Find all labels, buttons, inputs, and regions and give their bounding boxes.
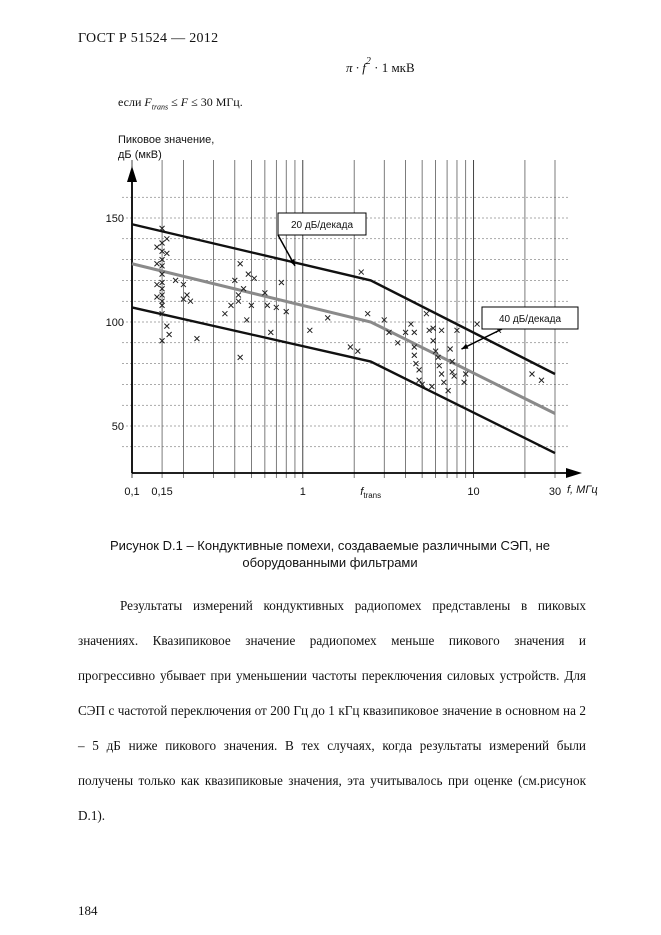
formula-prefix: π · f xyxy=(346,60,366,75)
scatter-point xyxy=(539,378,544,383)
scatter-point xyxy=(164,251,169,256)
scatter-point xyxy=(167,332,172,337)
scatter-point xyxy=(194,336,199,341)
scatter-point xyxy=(412,353,417,358)
scatter-point xyxy=(325,315,330,320)
scatter-point xyxy=(236,292,241,297)
scatter-point xyxy=(475,322,480,327)
scatter-point xyxy=(348,344,353,349)
x-tick-label: 0,1 xyxy=(124,486,140,498)
scatter-point xyxy=(412,330,417,335)
y-tick-label: 100 xyxy=(105,317,124,329)
scatter-point xyxy=(238,261,243,266)
x-tick-label: $f_{trans}$ xyxy=(360,486,382,500)
scatter-point xyxy=(437,363,442,368)
chart-y-axis-label: Пиковое значение, дБ (мкВ) xyxy=(118,134,215,161)
condition-post: ≤ 30 МГц. xyxy=(188,95,243,109)
body-paragraph: Результаты измерений кондуктивных радиопомех представлены в пиковых значениях. Квазипиковое значение радиопомех меньше пикового значения и прогрессивно убывает при уменьшении частоты переключения силовых устройств. Для СЭП с частотой переключения от 200 Гц до 1 кГц квазипиковое значение в основном на 2 – 5 дБ ниже пикового значения. В тех случаях, когда результаты измерений были получены только как квазипиковые значения, эта учитывалось при оценке (см.рисунок D.1). xyxy=(78,598,586,823)
scatter-point xyxy=(164,236,169,241)
formula-suffix: · 1 мкВ xyxy=(370,60,415,75)
scatter-point xyxy=(222,311,227,316)
annotation-label: 20 дБ/декада xyxy=(290,220,354,231)
scatter-point xyxy=(439,328,444,333)
x-tick-label: 10 xyxy=(467,486,480,498)
y-axis-arrow xyxy=(127,166,137,182)
annotation-arrow-line xyxy=(461,329,502,349)
scatter-point xyxy=(268,330,273,335)
condition-f1: F xyxy=(144,95,152,109)
scatter-point xyxy=(244,317,249,322)
annotation-label: 40 дБ/декада xyxy=(498,314,562,325)
scatter-point xyxy=(448,347,453,352)
scatter-point xyxy=(246,272,251,277)
scatter-point xyxy=(188,299,193,304)
scatter-point xyxy=(154,261,159,266)
x-axis-arrow xyxy=(566,468,582,478)
scatter-point xyxy=(265,303,270,308)
series-line-mean xyxy=(132,264,555,414)
condition-f1-sub: trans xyxy=(151,102,169,112)
x-tick-label: 0,15 xyxy=(151,486,173,498)
series-line-upper-limit xyxy=(132,224,555,374)
scatter-point xyxy=(164,324,169,329)
scatter-point xyxy=(279,280,284,285)
scatter-point xyxy=(429,384,434,389)
scatter-point xyxy=(446,388,451,393)
page-number: 184 xyxy=(78,903,98,918)
scatter-point xyxy=(355,349,360,354)
scatter-point xyxy=(173,278,178,283)
scatter-point xyxy=(417,378,422,383)
condition-prefix: если xyxy=(118,95,145,109)
figure-caption-line1: Рисунок D.1 – Кондуктивные помехи, создаваемые различными СЭП, не xyxy=(109,538,551,553)
scatter-point xyxy=(408,322,413,327)
scatter-point xyxy=(154,282,159,287)
scatter-point xyxy=(441,380,446,385)
scatter-point xyxy=(236,299,241,304)
x-axis-label: f, МГц xyxy=(567,484,598,496)
scatter-point xyxy=(424,311,429,316)
scatter-point xyxy=(365,311,370,316)
scatter-point xyxy=(529,372,534,377)
scatter-point xyxy=(229,303,234,308)
x-tick-label: 30 xyxy=(548,486,562,498)
scatter-point xyxy=(439,372,444,377)
scatter-point xyxy=(252,276,257,281)
scatter-point xyxy=(307,328,312,333)
scatter-point xyxy=(431,338,436,343)
x-tick-label: 1 xyxy=(299,486,306,498)
scatter-point xyxy=(154,295,159,300)
scatter-point xyxy=(154,245,159,250)
condition-f2: F xyxy=(180,95,189,109)
figure-caption xyxy=(60,537,600,571)
scatter-point xyxy=(238,355,243,360)
document-header: ГОСТ Р 51524 — 2012 xyxy=(78,31,219,46)
figure-caption-line2: оборудованными фильтрами xyxy=(242,555,418,570)
scatter-point xyxy=(417,367,422,372)
y-tick-label: 150 xyxy=(105,213,124,225)
y-tick-label: 50 xyxy=(111,421,124,433)
condition-rel: ≤ xyxy=(168,95,181,109)
scatter-point xyxy=(359,270,364,275)
formula-exponent: 2 xyxy=(365,56,371,67)
